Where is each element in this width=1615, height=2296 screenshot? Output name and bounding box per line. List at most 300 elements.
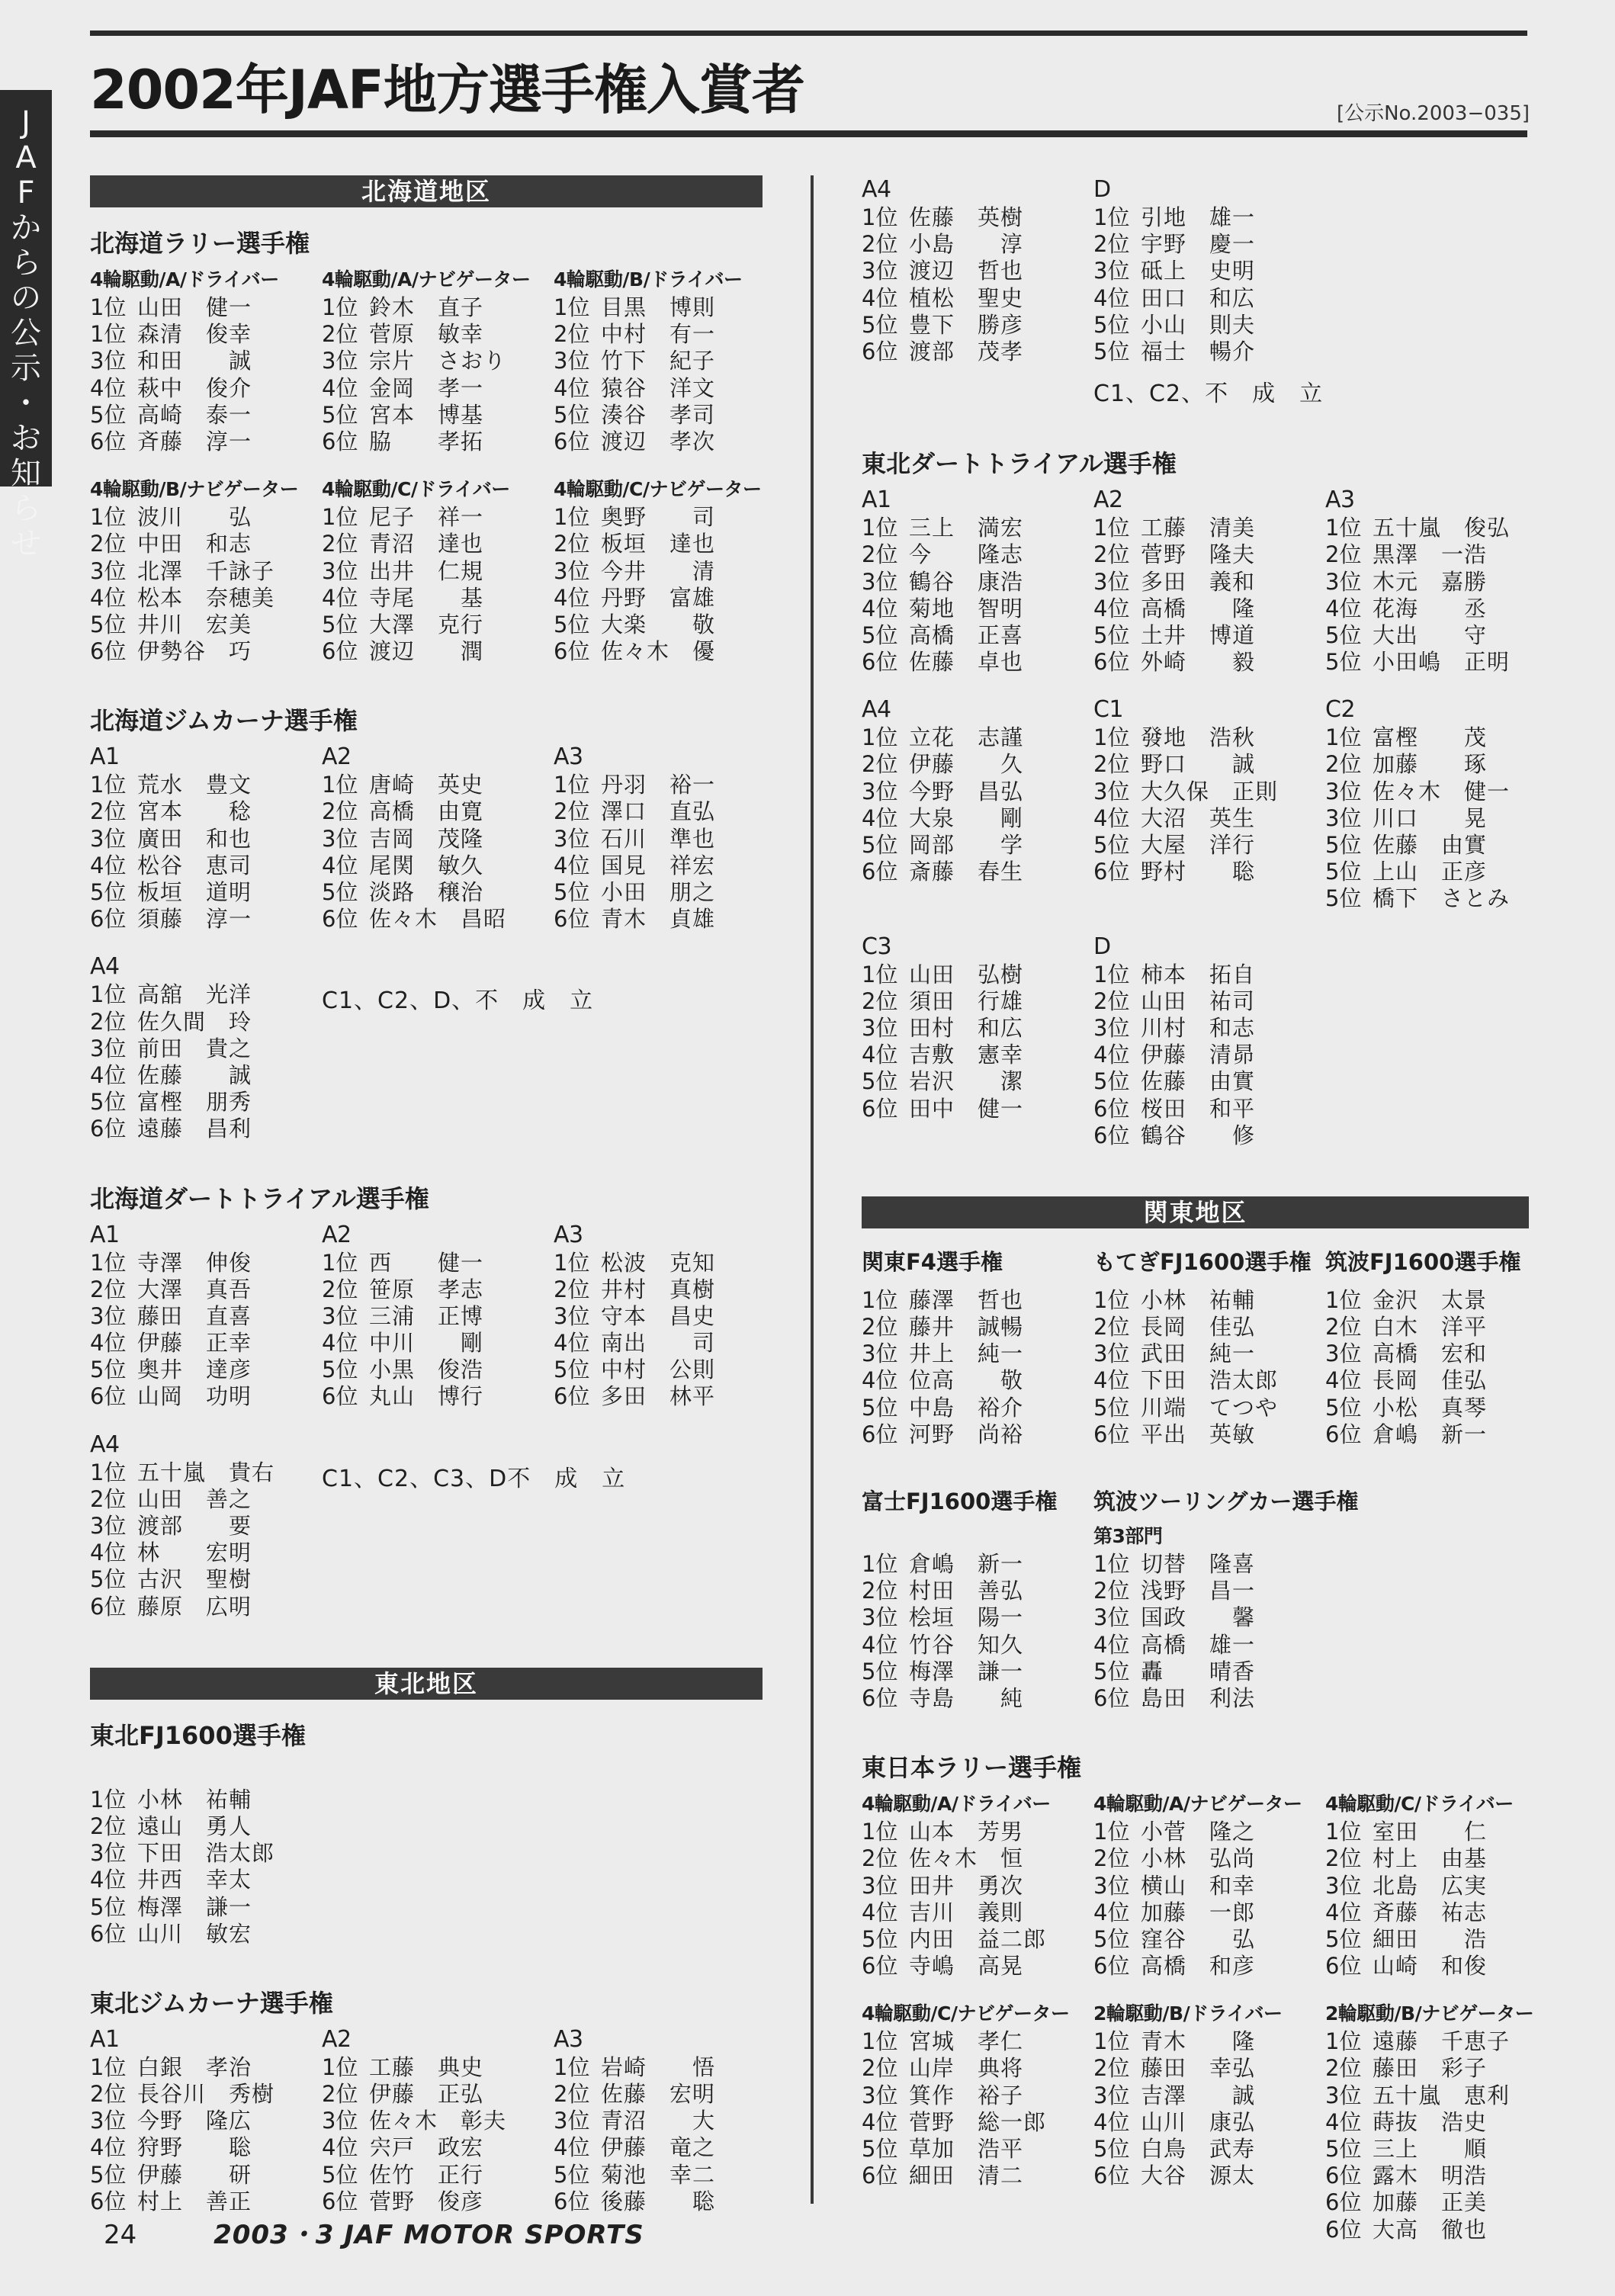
rank-row [554,402,785,429]
rank-row [1093,649,1325,676]
competitor-name: 佐藤 誠 [137,1061,252,1088]
competitor-name: 伊藤 久 [909,751,1024,778]
rank-row [1093,1395,1325,1421]
side-tab-char: の [11,281,41,316]
section-side-tab [0,90,52,561]
rank-row [554,2108,785,2134]
rank-position: 4位 [554,584,590,611]
competitor-name: 丹羽 裕一 [601,772,716,798]
competitor-name: 横山 和幸 [1141,1872,1256,1899]
rank-row [1325,1926,1557,1953]
rank-row [90,321,322,348]
rank-row [322,531,554,557]
competitor-name: 和田 誠 [137,348,252,374]
competitor-name: 砥上 史明 [1141,258,1256,284]
rank-row [1325,596,1557,622]
rank-position: 3位 [90,1840,127,1867]
rank-position: 6位 [322,428,358,454]
rank-row [1325,779,1557,805]
competitor-name: 佐々木 健一 [1373,778,1511,804]
category-label: 4輪駆動/C/ドライバー [1325,1793,1514,1816]
competitor-name: 倉嶋 新一 [1373,1421,1488,1447]
rank-row [862,1042,1093,1068]
competitor-name: 井村 真樹 [601,1276,716,1302]
rank-row [554,2162,785,2188]
rank-row [1093,1685,1358,1712]
rank-row [1093,1819,1325,1845]
competitor-name: 古沢 聖樹 [137,1566,252,1593]
rank-position: 3位 [1093,1014,1130,1041]
rank-row [862,832,1093,859]
category-block [90,1758,322,1948]
not-held-note: C1、C2、D、不 成 立 [322,987,594,1015]
rank-row [1093,1314,1325,1341]
side-tab-char: か [11,210,41,246]
rank-position: 1位 [90,294,127,320]
rank-position: 3位 [90,557,127,584]
championship-block [862,1485,1093,1712]
rank-position: 2位 [90,1008,127,1035]
category-block [322,1221,554,1411]
rank-position: 3位 [90,825,127,852]
rank-position: 2位 [90,531,127,557]
competitor-name: 川端 てつや [1141,1394,1279,1421]
rank-row [90,1116,322,1142]
rank-row [862,569,1093,596]
rank-row [862,1551,1093,1578]
competitor-name: 金岡 孝一 [369,374,484,401]
rank-position: 2位 [862,541,898,568]
rank-row [1093,1122,1325,1149]
category-block [1325,1790,1557,1980]
rank-position: 1位 [554,772,590,798]
rank-row [862,312,1093,339]
rank-row [1093,596,1325,622]
competitor-name: 梅澤 謙一 [137,1893,252,1920]
rank-row [90,1459,322,1486]
competitor-name: 遠山 勇人 [137,1813,252,1839]
rank-position: 5位 [1325,832,1362,858]
category-row [90,475,763,685]
rank-row [90,612,322,638]
rank-row [1325,2217,1557,2243]
competitor-name: 村上 由基 [1373,1845,1488,1872]
rank-row [554,429,785,455]
rank-row [1325,622,1557,649]
rank-position: 5位 [862,621,898,648]
competitor-name: 植松 聖史 [909,284,1024,311]
competitor-name: 菅野 隆夫 [1141,541,1256,568]
rank-position: 1位 [1093,724,1130,751]
rank-position: 5位 [1093,621,1130,648]
rank-row [1093,622,1325,649]
rank-row [90,1062,322,1089]
competitor-name: 野村 聡 [1141,859,1256,885]
rank-row [862,515,1093,541]
rank-position: 6位 [862,859,898,885]
rank-position: 6位 [90,428,127,454]
rank-position: 2位 [862,1845,898,1872]
competitor-name: 島田 利法 [1141,1684,1256,1711]
category-label: A4 [90,1431,120,1458]
competitor-name: 富樫 朋秀 [137,1089,252,1116]
rank-position: 6位 [90,1383,127,1410]
rank-position: 5位 [862,1394,898,1421]
rank-position: 1位 [1093,2028,1130,2055]
category-label: A1 [90,2025,120,2053]
competitor-name: 中村 有一 [601,321,716,348]
category-label: A1 [862,486,891,514]
rank-row [862,751,1093,778]
competitor-name: 奥野 司 [601,504,716,531]
rank-row [90,1250,322,1276]
rank-row [1093,1578,1358,1604]
competitor-name: 佐々木 恒 [909,1845,1024,1872]
competitor-name: 出井 仁規 [369,557,484,584]
rank-position: 6位 [554,906,590,933]
rank-row [322,1383,554,1410]
competitor-name: 大高 徹也 [1373,2216,1488,2243]
competitor-name: 高橋 由寛 [369,798,484,825]
competitor-name: 大久保 正則 [1141,778,1279,804]
competitor-name: 山本 芳男 [909,1819,1024,1845]
competitor-name: 山崎 和俊 [1373,1953,1488,1980]
rank-row [90,1540,322,1566]
rank-position: 1位 [1093,1819,1130,1845]
rank-position: 4位 [862,804,898,831]
rank-position: 1位 [1093,515,1130,541]
rank-row [862,1314,1093,1341]
rank-row [322,2081,554,2108]
rank-row [322,504,554,531]
competitor-name: 渡辺 潤 [369,638,484,665]
rank-row [90,1383,322,1410]
rank-row [1325,1873,1557,1899]
competitor-name: 山田 善之 [137,1485,252,1512]
rank-position: 3位 [1093,778,1130,804]
competitor-name: 高崎 泰一 [137,401,252,428]
category-label: 2輪駆動/B/ナビゲーター [1325,2002,1534,2025]
competitor-name: 蒔抜 浩史 [1373,2108,1488,2135]
rank-position: 6位 [862,649,898,676]
competitor-name: 小林 祐輔 [1141,1286,1256,1313]
competitor-name: 窪谷 弘 [1141,1925,1256,1952]
rank-position: 5位 [90,611,127,637]
rank-row [1325,2082,1557,2109]
competitor-name: 前田 貴之 [137,1035,252,1061]
championship-row [862,1245,1529,1468]
rank-position: 4位 [90,2134,127,2161]
category-label: 4輪駆動/C/ドライバー [322,478,510,501]
competitor-name: 国政 馨 [1141,1604,1256,1631]
rank-position: 4位 [554,1330,590,1357]
competitor-name: 福士 暢介 [1141,338,1256,364]
rank-row [862,1367,1093,1394]
rank-row [1093,1604,1358,1631]
competitor-name: 高橋 隆 [1141,595,1256,621]
competitor-name: 唐崎 英史 [369,772,484,798]
rank-position: 1位 [1093,1551,1130,1577]
competitor-name: 脇 孝拓 [369,428,484,454]
not-held-note: C1、C2、C3、D不 成 立 [322,1465,626,1492]
rank-position: 4位 [1093,1042,1130,1068]
competitor-name: 菊池 幸二 [601,2161,716,2188]
competitor-name: 渡部 要 [137,1513,252,1539]
competitor-name: 中川 剛 [369,1330,484,1357]
rank-position: 5位 [1325,649,1362,676]
rank-position: 3位 [1093,1872,1130,1899]
rank-position: 5位 [90,1893,127,1920]
competitor-name: 佐藤 英樹 [909,204,1024,230]
rank-row [862,962,1093,988]
rank-row [1325,2189,1557,2216]
championship-block [1325,1245,1557,1448]
rank-row [862,1819,1093,1845]
category-block [1325,486,1557,676]
rank-position: 4位 [862,1042,898,1068]
competitor-name: 井川 宏美 [137,611,252,637]
rank-position: 3位 [1325,804,1362,831]
competitor-name: 尼子 祥一 [369,504,484,531]
category-label [90,1758,322,1787]
rank-position: 5位 [554,611,590,637]
category-label: 4輪駆動/A/ドライバー [862,1793,1051,1816]
rank-row [554,2081,785,2108]
competitor-name: 中村 公則 [601,1357,716,1383]
rank-row [1093,1042,1325,1068]
rank-row [1325,1287,1557,1314]
rank-row [1093,805,1325,832]
competitor-name: 田村 和広 [909,1014,1024,1041]
rank-position: 6位 [90,1920,127,1947]
rank-position: 3位 [90,1513,127,1539]
rank-position: 4位 [322,584,358,611]
rank-position: 5位 [90,879,127,905]
competitor-name: 土井 博道 [1141,621,1256,648]
category-block [862,1790,1093,1980]
rank-row [90,1566,322,1593]
rank-position: 2位 [1325,1314,1362,1341]
rank-position: 3位 [90,1302,127,1329]
rank-row [1093,204,1325,231]
competitor-name: 竹谷 知久 [909,1631,1024,1658]
competitor-name: 富樫 茂 [1373,724,1488,751]
rank-position: 3位 [862,258,898,284]
rank-row [554,585,785,612]
rank-position: 1位 [1325,515,1362,541]
competitor-name: 外崎 毅 [1141,649,1256,676]
side-tab-char: 示 [11,351,41,386]
competitor-name: 大楽 敬 [601,611,716,637]
rank-row [90,531,322,557]
region-header: 関東地区 [862,1196,1529,1228]
competitor-name: 遠藤 昌利 [137,1116,252,1142]
competitor-name: 廣田 和也 [137,825,252,852]
rank-row [90,638,322,665]
category-block [1093,695,1325,912]
category-label: 4輪駆動/A/ドライバー [90,268,279,291]
rank-position: 1位 [862,2028,898,2055]
competitor-name: 内田 益二郎 [909,1925,1047,1952]
rank-row [554,1250,785,1276]
competitor-name: 黒澤 一浩 [1373,541,1488,568]
category-label: C2 [1325,696,1356,724]
region-header: 東北地区 [90,1668,763,1700]
championship-subtitle [862,1522,1093,1551]
rank-position: 6位 [1093,2163,1130,2189]
rank-row [1093,1015,1325,1042]
rank-row [1093,1659,1358,1685]
rank-position: 1位 [1325,2028,1362,2055]
rank-position: 1位 [862,204,898,230]
competitor-name: 菅野 総一郎 [909,2108,1047,2135]
rank-position: 6位 [554,428,590,454]
rank-row [1093,541,1325,568]
rank-position: 5位 [322,401,358,428]
competitor-name: 猿谷 洋文 [601,374,716,401]
rank-position: 5位 [90,1357,127,1383]
competitor-name: 青沼 大 [601,2108,716,2134]
rank-row [862,2136,1093,2163]
competitor-name: 山岸 典将 [909,2055,1024,2082]
rank-row [862,988,1093,1015]
competitor-name: 宮本 博基 [369,401,484,428]
category-label: 4輪駆動/C/ナビゲーター [862,2002,1070,2025]
rank-position: 1位 [1325,1819,1362,1845]
competitor-name: 小田嶋 正明 [1373,649,1511,676]
rank-row [1325,2055,1557,2082]
competitor-name: 山田 弘樹 [909,961,1024,987]
competitor-name: 川村 和志 [1141,1014,1256,1041]
rank-row [1325,2028,1557,2055]
competitor-name: 藤井 誠暢 [909,1314,1024,1341]
competitor-name: 渡辺 孝次 [601,428,716,454]
rank-row [862,1341,1093,1367]
rank-row [90,1330,322,1357]
rank-row [1093,779,1325,805]
rank-row [1093,2028,1325,2055]
competitor-name: 伊藤 正幸 [137,1330,252,1357]
rank-position: 4位 [1325,1899,1362,1925]
category-label: 4輪駆動/B/ナビゲーター [90,478,299,501]
rank-row [862,1068,1093,1095]
category-block [322,952,593,1142]
rank-position: 1位 [322,1249,358,1276]
rank-position: 2位 [862,751,898,778]
competitor-name: 松波 克知 [601,1249,716,1276]
side-tab-char: ・ [11,386,41,421]
rank-position: 5位 [1093,1658,1130,1684]
rank-row [90,585,322,612]
competitor-name: 三浦 正博 [369,1302,484,1329]
top-rule [90,31,1527,36]
rank-position: 1位 [1093,204,1130,230]
rank-position: 4位 [322,2134,358,2161]
competitor-name: 斉藤 祐志 [1373,1899,1488,1925]
rank-position: 6位 [1093,1421,1130,1447]
rank-row [1093,1367,1325,1394]
competitor-name: 狩野 聡 [137,2134,252,2161]
competitor-name: 板垣 達也 [601,531,716,557]
rank-row [554,1303,785,1330]
rank-position: 5位 [90,1566,127,1593]
rank-row [1093,1926,1325,1953]
rank-position: 1位 [90,2054,127,2080]
rank-row [1325,1341,1557,1367]
rank-position: 2位 [554,531,590,557]
category-block [862,695,1093,912]
rank-position: 1位 [862,1819,898,1845]
competitor-name: 岩沢 潔 [909,1068,1024,1095]
rank-position: 6位 [862,1953,898,1980]
rank-row [1325,1819,1557,1845]
rank-position: 6位 [1093,649,1130,676]
rank-position: 2位 [1093,751,1130,778]
competitor-name: 小林 弘尚 [1141,1845,1256,1872]
category-block [90,475,322,665]
competitor-name: 切替 隆喜 [1141,1551,1256,1577]
rank-row [322,2108,554,2134]
category-label: 4輪駆動/A/ナビゲーター [322,268,531,291]
championship-block [862,1245,1093,1448]
rank-row [90,1303,322,1330]
category-row [90,743,763,952]
side-tab-char: お [11,421,41,456]
competitor-name: 今 隆志 [909,541,1024,568]
competitor-name: 小林 祐輔 [137,1786,252,1813]
rank-position: 4位 [1325,1367,1362,1394]
competitor-name: 小田 朋之 [601,879,716,905]
rank-row [1093,724,1325,751]
category-block [90,2025,322,2215]
competitor-name: 渡部 茂孝 [909,338,1024,364]
rank-position: 5位 [1093,2136,1130,2162]
rank-row [322,294,554,321]
rank-row [322,321,554,348]
rank-position: 2位 [862,1578,898,1604]
rank-position: 3位 [322,1302,358,1329]
rank-row [1325,1314,1557,1341]
rank-position: 1位 [554,1249,590,1276]
rank-position: 3位 [322,2108,358,2134]
rank-row [862,1899,1093,1926]
page-number: 24 [104,2220,137,2250]
competitor-name: 長谷川 秀樹 [137,2081,275,2108]
championship-title: 北海道ダートトライアル選手権 [90,1183,429,1213]
rank-row [1093,1899,1325,1926]
rank-row [1325,885,1557,912]
rank-position: 2位 [90,798,127,825]
rank-position: 4位 [1093,2108,1130,2135]
competitor-name: 工藤 典史 [369,2054,484,2080]
rank-position: 4位 [322,852,358,878]
competitor-name: 青沼 達也 [369,531,484,557]
competitor-name: 室田 仁 [1373,1819,1488,1845]
rank-row [1093,515,1325,541]
competitor-name: 遠藤 千恵子 [1373,2028,1511,2055]
competitor-name: 白鳥 武寿 [1141,2136,1256,2162]
rank-position: 3位 [554,1302,590,1329]
competitor-name: 荒水 豊文 [137,772,252,798]
competitor-name: 轟 晴香 [1141,1658,1256,1684]
rank-position: 3位 [554,557,590,584]
rank-row [322,1276,554,1303]
side-tab-char: ら [11,491,41,526]
category-label: 4輪駆動/C/ナビゲーター [554,478,762,501]
rank-row [90,504,322,531]
category-block [1093,933,1325,1149]
rank-row [554,853,785,879]
